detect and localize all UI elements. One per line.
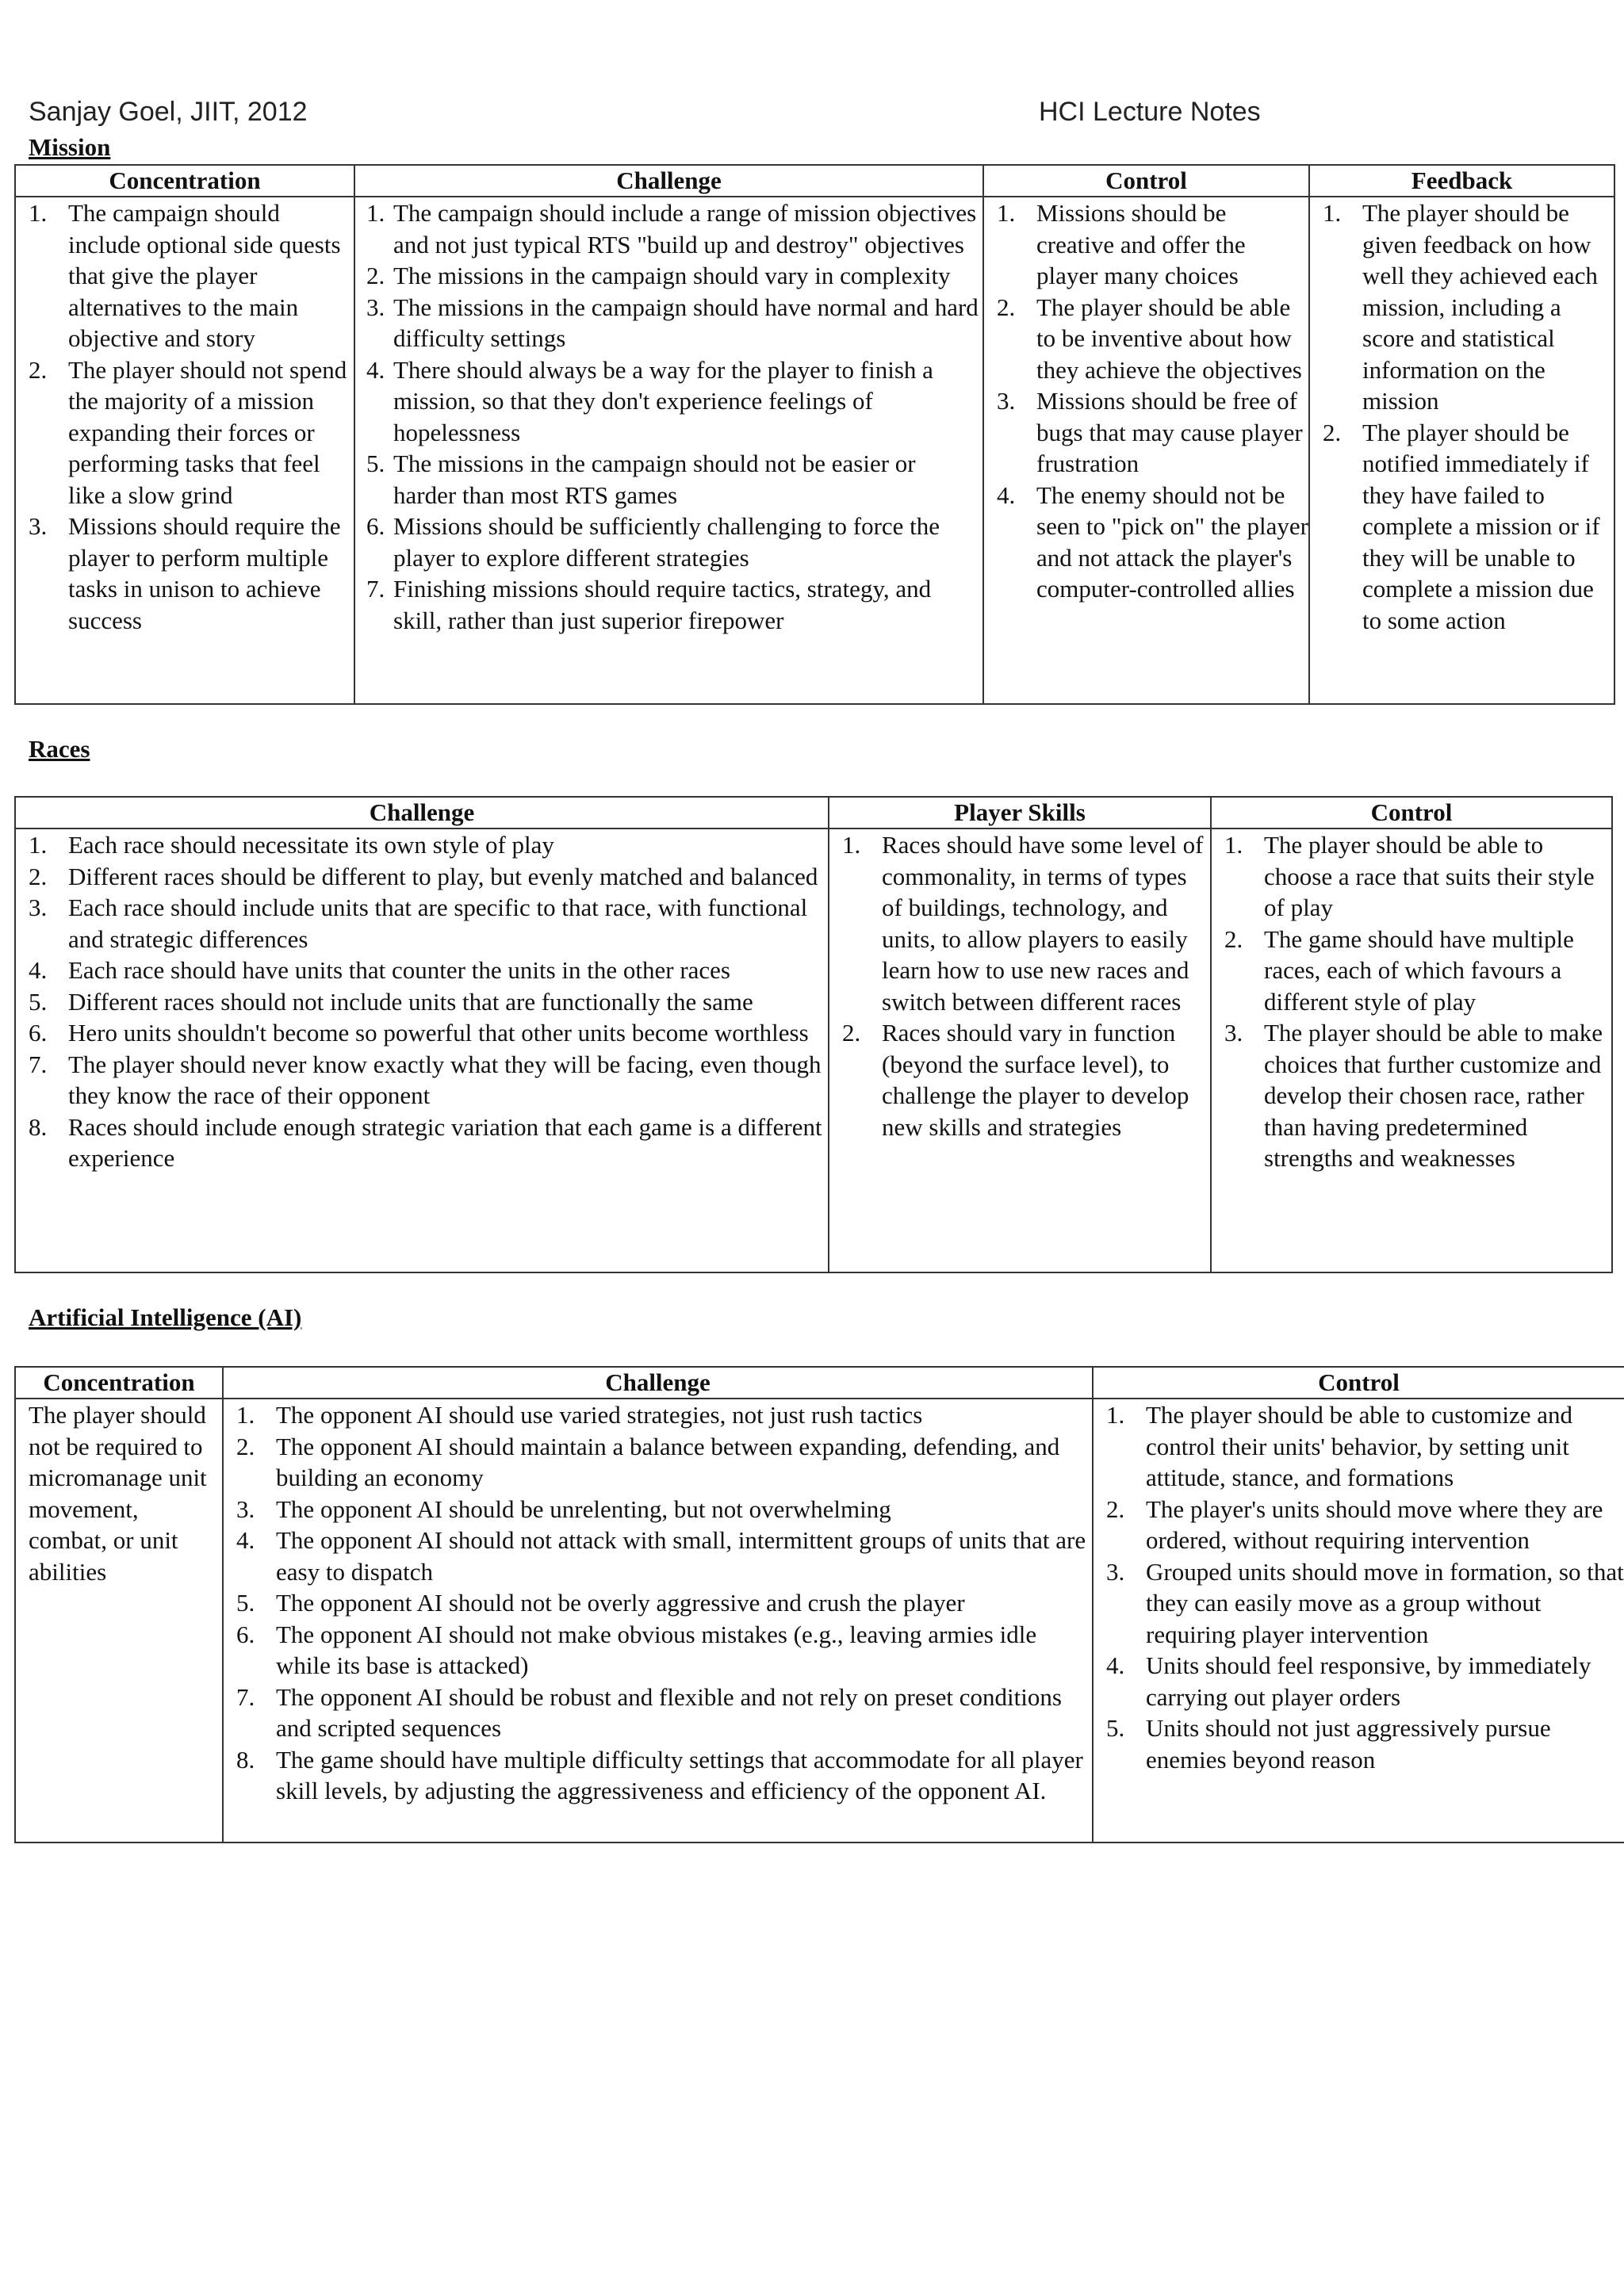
list-number: 2.: [997, 293, 1016, 321]
mission-concentration-item: [16, 511, 354, 636]
list-text: The player should be able to customize and control their units' behavior, by setting unit attitude, stance, and formations: [1146, 1401, 1573, 1491]
list-number: 7.: [236, 1682, 255, 1711]
list-text: Each race should have units that counter the units in the other races: [68, 956, 730, 984]
list-text: The player should be able to choose a race that suits their style of play: [1264, 831, 1595, 921]
list-number: 3.: [366, 293, 385, 321]
list-number: 1.: [1224, 831, 1243, 859]
list-number: 2.: [1106, 1494, 1125, 1523]
races-control-item: [1212, 924, 1611, 1018]
list-text: Different races should not include units that are functionally the same: [68, 987, 753, 1016]
list-number: 2.: [29, 862, 48, 890]
list-text: The player should never know exactly what they will be facing, even though they know the race of their opponent: [68, 1050, 822, 1109]
list-number: 6.: [236, 1620, 255, 1648]
mission-challenge-cell: [354, 197, 983, 704]
ai-control-cell: [1093, 1399, 1624, 1843]
list-number: 3.: [29, 894, 48, 921]
list-text: The campaign should include optional side quests that give the player alternatives to the main objective and story: [68, 199, 341, 352]
list-text: Finishing missions should require tactics, strategy, and skill, rather than just superior firepower: [393, 575, 932, 634]
list-number: 4.: [997, 480, 1016, 509]
list-text: Missions should be creative and offer the player many choices: [1036, 199, 1246, 289]
list-number: 4.: [1106, 1651, 1125, 1679]
list-text: The player should be given feedback on how well they achieved each mission, including a score and statistical information on the mission: [1362, 199, 1598, 415]
races-header-control: Control: [1211, 797, 1612, 828]
mission-challenge-item: [355, 292, 982, 354]
races-challenge-cell: [15, 828, 829, 1272]
list-number: 5.: [366, 450, 385, 477]
ai-challenge-item: [224, 1619, 1092, 1682]
list-text: The opponent AI should not make obvious mistakes (e.g., leaving armies idle while its base is attacked): [276, 1620, 1037, 1679]
list-text: The opponent AI should use varied strategies, not just rush tactics: [276, 1401, 923, 1429]
list-text: The missions in the campaign should have normal and hard difficulty settings: [393, 293, 979, 352]
ai-challenge-item: [224, 1431, 1092, 1494]
mission-challenge-item: [355, 260, 982, 292]
mission-feedback-cell: [1309, 197, 1614, 704]
list-text: There should always be a way for the player to finish a mission, so that they don't experience feelings of hopelessness: [393, 355, 933, 446]
races-control-item: [1212, 1017, 1611, 1174]
list-number: 4.: [236, 1526, 255, 1554]
list-number: 6.: [29, 1019, 48, 1047]
races-player-skills-item: [829, 1017, 1210, 1142]
mission-concentration-cell: [15, 197, 354, 704]
list-text: The missions in the campaign should not be easier or harder than most RTS games: [393, 450, 916, 509]
ai-challenge-item: [224, 1587, 1092, 1619]
mission-header-feedback: Feedback: [1309, 165, 1614, 197]
ai-header-concentration: Concentration: [15, 1367, 223, 1399]
list-number: 6.: [366, 512, 385, 540]
list-number: 2.: [366, 262, 385, 289]
ai-control-item: [1094, 1494, 1624, 1556]
list-number: 2.: [842, 1019, 861, 1047]
mission-control-cell: [983, 197, 1309, 704]
mission-table: [14, 164, 1615, 705]
list-text: The opponent AI should not attack with small, intermittent groups of units that are easy to dispatch: [276, 1526, 1086, 1586]
races-challenge-item: [16, 861, 828, 893]
list-number: 3.: [997, 387, 1016, 415]
races-control-cell: [1211, 828, 1612, 1272]
list-number: 7.: [366, 575, 385, 603]
list-number: 3.: [29, 512, 48, 540]
list-number: 1.: [366, 199, 385, 227]
list-number: 3.: [1106, 1557, 1125, 1586]
races-challenge-item: [16, 986, 828, 1018]
mission-challenge-item: [355, 197, 982, 260]
list-text: The player should not spend the majority of a mission expanding their forces or performing tasks that feel like a slow grind: [68, 355, 347, 509]
races-player-skills-item: [829, 829, 1210, 1017]
list-text: The game should have multiple difficulty settings that accommodate for all player skill levels, by adjusting the aggressiveness and efficiency of the opponent AI.: [276, 1745, 1083, 1804]
list-text: The enemy should not be seen to "pick on" the player and not attack the player's computer-controlled allies: [1036, 480, 1308, 603]
mission-challenge-item: [355, 573, 982, 636]
list-number: 8.: [29, 1112, 48, 1141]
ai-title: Artificial Intelligence (AI): [29, 1303, 302, 1331]
mission-challenge-item: [355, 354, 982, 449]
list-text: Grouped units should move in formation, so that they can easily move as a group without requiring player intervention: [1146, 1557, 1624, 1648]
mission-concentration-item: [16, 197, 354, 354]
list-number: 3.: [1224, 1019, 1243, 1047]
ai-concentration-cell: The player should not be required to micromanage unit movement, combat, or unit abilities: [15, 1399, 223, 1843]
mission-feedback-item: [1310, 197, 1614, 417]
list-text: The player should be able to be inventive about how they achieve the objectives: [1036, 293, 1302, 384]
races-challenge-item: [16, 1049, 828, 1112]
mission-control-item: [984, 385, 1308, 480]
list-number: 1.: [29, 831, 48, 859]
list-text: Different races should be different to play, but evenly matched and balanced: [68, 862, 818, 890]
list-text: Races should have some level of commonality, in terms of types of buildings, technology, and units, to allow players to easily learn how to use new races and switch between different races: [882, 831, 1204, 1016]
ai-control-item: [1094, 1650, 1624, 1712]
ai-control-item: [1094, 1399, 1624, 1494]
ai-challenge-item: [224, 1525, 1092, 1587]
mission-header-control: Control: [983, 165, 1309, 197]
races-table: [14, 796, 1613, 1273]
races-challenge-item: [16, 829, 828, 861]
ai-control-item: [1094, 1556, 1624, 1651]
races-challenge-item: [16, 892, 828, 955]
list-text: The player should be able to make choices that further customize and develop their chosen race, rather than having predetermined strengths and weaknesses: [1264, 1019, 1603, 1172]
list-text: Each race should include units that are specific to that race, with functional and strategic differences: [68, 894, 808, 953]
list-text: Units should feel responsive, by immediately carrying out player orders: [1146, 1651, 1591, 1711]
races-header-challenge: Challenge: [15, 797, 829, 828]
races-challenge-item: [16, 1112, 828, 1174]
list-number: 2.: [1224, 924, 1243, 953]
list-text: Each race should necessitate its own style of play: [68, 831, 554, 859]
list-number: 2.: [1323, 418, 1342, 446]
mission-control-item: [984, 292, 1308, 386]
list-text: Units should not just aggressively pursue enemies beyond reason: [1146, 1714, 1551, 1774]
races-player-skills-cell: [829, 828, 1211, 1272]
list-text: Races should include enough strategic variation that each game is a different experience: [68, 1112, 822, 1172]
list-text: The missions in the campaign should vary in complexity: [393, 262, 951, 289]
ai-challenge-item: [224, 1399, 1092, 1431]
mission-header-challenge: Challenge: [354, 165, 983, 197]
list-number: 1.: [842, 831, 861, 859]
mission-challenge-item: [355, 448, 982, 511]
races-challenge-item: [16, 1017, 828, 1049]
mission-challenge-item: [355, 511, 982, 573]
list-number: 1.: [997, 199, 1016, 227]
ai-header-challenge: Challenge: [223, 1367, 1093, 1399]
list-number: 2.: [29, 355, 48, 384]
list-number: 1.: [236, 1401, 255, 1429]
list-number: 5.: [29, 987, 48, 1016]
ai-challenge-item: [224, 1494, 1092, 1525]
races-header-player-skills: Player Skills: [829, 797, 1211, 828]
list-text: Missions should be free of bugs that may cause player frustration: [1036, 387, 1303, 477]
ai-control-item: [1094, 1712, 1624, 1775]
ai-challenge-cell: [223, 1399, 1093, 1843]
mission-control-item: [984, 197, 1308, 292]
ai-challenge-item: [224, 1744, 1092, 1807]
mission-feedback-item: [1310, 417, 1614, 637]
races-challenge-item: [16, 955, 828, 986]
list-number: 1.: [29, 199, 48, 227]
list-text: The opponent AI should be robust and flexible and not rely on preset conditions and scripted sequences: [276, 1682, 1062, 1742]
mission-control-item: [984, 480, 1308, 605]
ai-header-control: Control: [1093, 1367, 1624, 1399]
header-course: HCI Lecture Notes: [1039, 97, 1261, 127]
mission-title: Mission: [29, 133, 111, 161]
list-text: Races should vary in function (beyond the surface level), to challenge the player to develop new skills and strategies: [882, 1019, 1189, 1141]
mission-concentration-item: [16, 354, 354, 511]
mission-header-concentration: Concentration: [15, 165, 354, 197]
ai-challenge-item: [224, 1682, 1092, 1744]
list-text: The campaign should include a range of mission objectives and not just typical RTS "build up and destroy" objectives: [393, 199, 977, 258]
list-number: 4.: [366, 355, 385, 384]
list-text: Hero units shouldn't become so powerful that other units become worthless: [68, 1019, 809, 1047]
list-text: The opponent AI should not be overly aggressive and crush the player: [276, 1589, 965, 1617]
ai-table: [14, 1366, 1624, 1843]
list-number: 5.: [236, 1589, 255, 1617]
list-text: The game should have multiple races, each of which favours a different style of play: [1264, 924, 1574, 1016]
list-text: The opponent AI should be unrelenting, but not overwhelming: [276, 1494, 891, 1523]
list-number: 1.: [1106, 1401, 1125, 1429]
list-text: The player's units should move where they are ordered, without requiring intervention: [1146, 1494, 1603, 1554]
list-number: 3.: [236, 1494, 255, 1523]
list-text: The opponent AI should maintain a balance between expanding, defending, and building an economy: [276, 1432, 1060, 1491]
list-text: Missions should be sufficiently challenging to force the player to explore different strategies: [393, 512, 940, 572]
list-number: 1.: [1323, 199, 1342, 227]
list-text: Missions should require the player to perform multiple tasks in unison to achieve success: [68, 512, 341, 634]
list-number: 2.: [236, 1432, 255, 1460]
list-number: 4.: [29, 956, 48, 984]
races-title: Races: [29, 735, 90, 763]
header-author: Sanjay Goel, JIIT, 2012: [29, 97, 308, 127]
list-number: 7.: [29, 1050, 48, 1078]
list-text: The player should be notified immediately if they have failed to complete a mission or if they will be unable to complete a mission due to some action: [1362, 418, 1600, 634]
list-number: 8.: [236, 1745, 255, 1774]
list-number: 5.: [1106, 1714, 1125, 1742]
races-control-item: [1212, 829, 1611, 924]
